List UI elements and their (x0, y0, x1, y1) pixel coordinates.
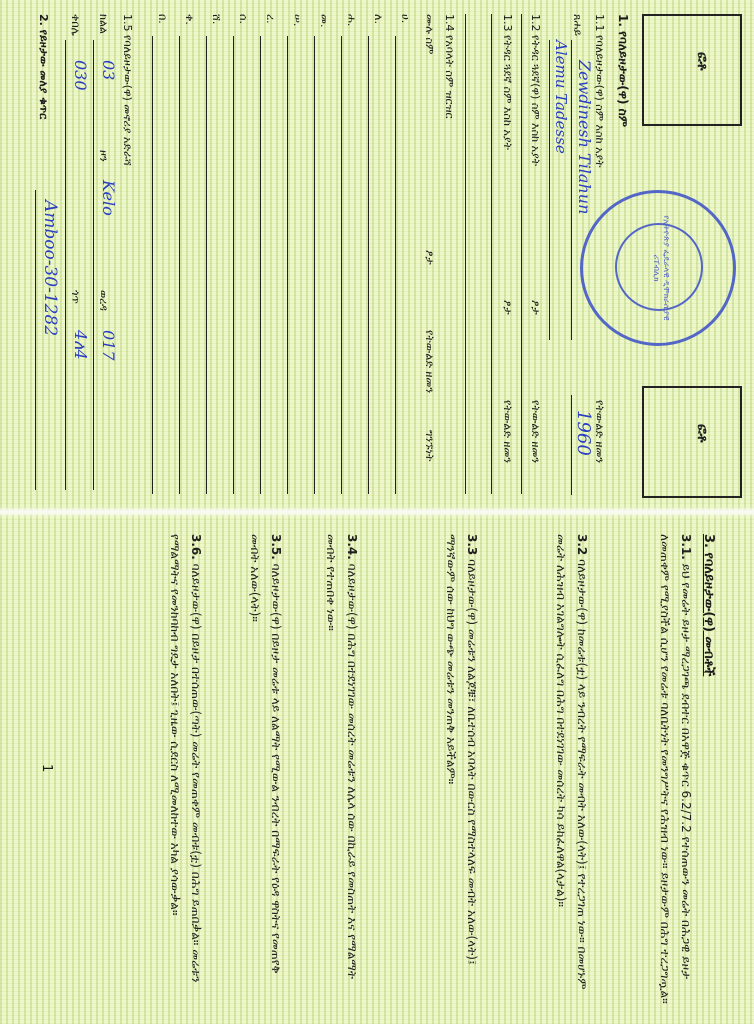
member-row-letter: ሀ. (399, 14, 412, 24)
spouse2-line (491, 14, 492, 494)
rights-paragraph-text: ይህ የመሬት ይዞታ ማረጋገጫ ደብተር በአዋጅ ቁጥር 6.2/7.2 የተሰጠውን መሬት በሕጋዊ ይዞታ ለመጠቀም የሚያስችል ሲሆን የመሬቱ ባለቤትነት የመንግሥትና የሕዝብ ነው። ይዞታውም በሕግ ተረጋግጧል። (658, 534, 693, 1004)
rights-paragraph-text: ባለይዞታው(ዋ) መሬቱን ለልጆቹ፣ ለቤተሰብ አባላት በውርስ የማስተላለፍ መብት አለው(ላት)፤ ማንኛውም ሰው ከህግ ውጭ መሬቱን መንጠቅ አይችልም። (444, 534, 479, 965)
rights-paragraph-number: 3.5. (269, 534, 283, 560)
owner-name-handwritten: Zewdinesh Tilahun (575, 60, 594, 215)
birth-year-handwritten: 1960 (573, 410, 594, 456)
member-row-letter: በ. (156, 14, 169, 24)
section1-title: 1. የባለይዞታው(ዋ) ስም (616, 14, 630, 127)
member-row-letter: ቀ. (183, 14, 196, 25)
rights-paragraph-number: 3.2 (575, 534, 589, 556)
col-relation-header: ግንኙነት (423, 430, 436, 462)
item-1-5-label: 1.5 የባለይዞታው(ዋ) መኖሪያ አድራሻ (121, 14, 134, 166)
col-sex-header: ፆታ (423, 250, 436, 265)
rights-paragraph (440, 534, 482, 1004)
rights-paragraph-text: ባለይዞታው(ዋ) በይዞታ መሬቱ ላይ ለልማት የሚውል ንብረት በማፍራት የዕዳ ዋስትና የመጠየቅ መብት አለው(ላት)። (248, 534, 283, 974)
rights-paragraph (654, 534, 696, 1004)
second-name-line (549, 40, 550, 340)
member-row-letter: ሠ. (291, 14, 304, 27)
second-name-handwritten: Alemu Tadesse (552, 40, 570, 154)
photo-box-left (642, 14, 742, 126)
rights-paragraph-number: 3.1. (679, 534, 693, 560)
member-row-line (287, 36, 288, 494)
rights-paragraph-number: 3.6. (189, 534, 203, 560)
item-1-1-label: 1.1 የባለይዞታው(ዋ) ስም እስከ አያት (593, 14, 606, 168)
rights-heading: 3. የባለይዞታው(ዋ) መብቶች (701, 534, 716, 677)
member-row-line (395, 36, 396, 494)
member-row-letter: ለ. (372, 14, 385, 24)
photo-box-right (642, 386, 742, 498)
addr-line-1 (93, 40, 94, 490)
addr-label-4: ቀበሌ (69, 14, 82, 36)
item-1-2-label: 1.2 የትዳር ጓደኛ(ዋ) ስም እስከ አያት (529, 14, 542, 167)
stamp-text: የኢትዮጵያ ፌዴራላዊ ዲሞክራሲያዊ ሪፐብሊክ (652, 215, 671, 321)
addr-line-2 (65, 40, 66, 490)
sex-label-2: ፆታ (501, 300, 514, 315)
member-row-letter: ሐ. (345, 14, 358, 27)
member-row-line (368, 36, 369, 494)
page-number: 1 (39, 764, 54, 773)
spouse2-line-b (465, 14, 466, 494)
rights-paragraph (164, 534, 206, 1004)
item-2-label: 2. የይዞታው መለያ ቁጥር (37, 14, 50, 120)
photo-label-right: ፎቶ (694, 424, 710, 443)
member-row-letter: ሸ. (210, 14, 223, 25)
rights-paragraph-text: ባለይዞታው(ዋ) በይዞታ በተሰጠው(ጣት) መሬት የመጠቀም መብቱ(ቷ) በሕግ ይጠበቃል። መሬቱን የማልማትና የመንከባከብ ግዴታ አለበት፤ ጊዜው ሲደርስ ለሚመለከተው አካል ያሳውቃል። (168, 534, 203, 983)
parcel-number-line (35, 190, 36, 490)
addr-label-2: ዞን (97, 150, 110, 162)
member-row-line (179, 36, 180, 494)
photo-label-left: ፎቶ (694, 52, 710, 71)
addr-label-3: ወረዳ (97, 290, 110, 311)
col-year-header: የትውልድ ዘመን (423, 330, 436, 394)
rights-paragraph-number: 3.4. (345, 534, 359, 560)
member-row-line (314, 36, 315, 494)
rights-paragraph-number: 3.3 (465, 534, 479, 556)
member-row-line (152, 36, 153, 494)
member-row-letter: ረ. (264, 14, 277, 24)
row-prefix-1: ጸሐይ (571, 14, 584, 37)
rights-paragraph-text: ባለይዞታው(ዋ) በሕግ በተደነገገው መሰረት መሬቱን ለሌላ ሰው በኪራይ የመስጠት እና የማልማት መብት የተጠበቀ ነው። (324, 534, 359, 979)
rights-paragraph (550, 534, 592, 1004)
addr-label-1: ክልል (97, 14, 110, 34)
addr-label-5: ጎጥ (69, 290, 82, 304)
owner-name-line (571, 40, 572, 340)
member-row-letter: መ. (318, 14, 331, 28)
parcel-number-handwritten: Amboo-30-1282 (40, 200, 60, 337)
addr-value-3: 017 (99, 330, 118, 361)
addr-value-1: 03 (99, 60, 118, 81)
member-row-line (233, 36, 234, 494)
official-stamp (580, 190, 736, 346)
item-1-3-label: 1.3 የትዳር ጓደኛ ስም እስከ አያት (501, 14, 514, 150)
birth-year-header: የትውልድ ዘመን (593, 400, 606, 464)
rights-paragraph-text: ባለይዞታው(ዋ) ከመሬቱ(ቷ) ላይ ንብረት የማፍራት መብት አለው(ላት)፤ የተረጋገጠ ነው። በመሆኑም መሬት ለሕዝብ አገልግሎት ሲፈለግ በሕግ በተደነገገው መሰረት ካሳ ይከፈለዋል(ላታል)። (554, 534, 589, 990)
spouse-line (521, 14, 522, 494)
rights-paragraph (320, 534, 362, 1004)
member-row-line (206, 36, 207, 494)
col-name-header: ሙሉ ስም (423, 14, 436, 55)
birth-year-header-2: የትውልድ ዘመን (529, 400, 542, 464)
member-row-letter: ሰ. (237, 14, 250, 24)
addr-value-4: 030 (71, 60, 90, 91)
sex-label-1: ፆታ (529, 300, 542, 315)
birth-year-line (571, 395, 572, 495)
member-row-line (341, 36, 342, 494)
addr-value-2: Kelo (99, 180, 118, 216)
rights-paragraph (244, 534, 286, 1004)
member-row-line (260, 36, 261, 494)
item-1-4-label: 1.4 የአባላት ስም ዝርዝር (443, 14, 456, 119)
rights-page (0, 512, 754, 1024)
addr-value-5: 4ለ4 (71, 330, 90, 360)
birth-year-header-3: የትውልድ ዘመን (501, 400, 514, 464)
